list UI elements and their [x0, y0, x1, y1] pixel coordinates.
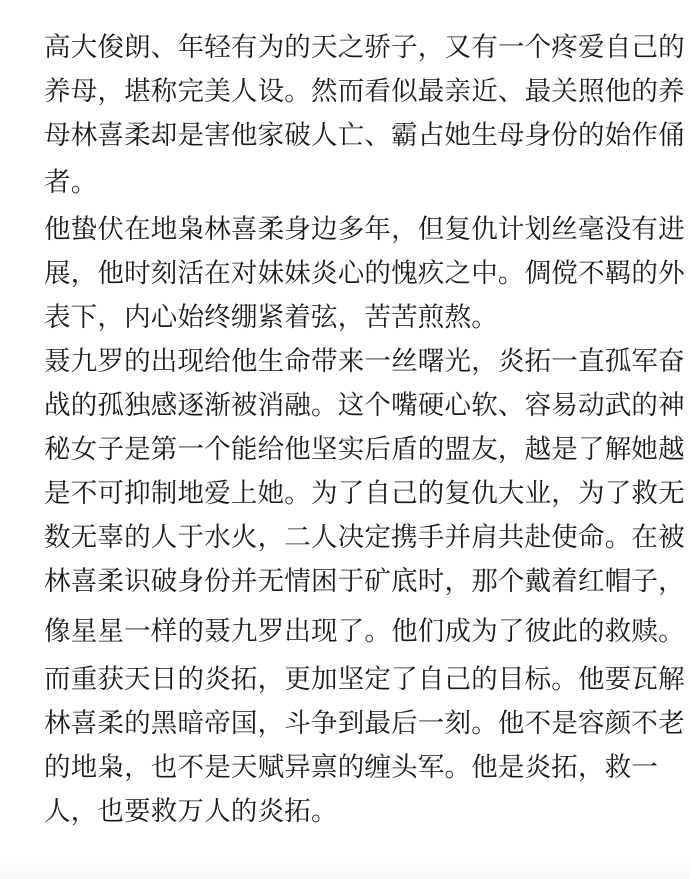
article-body [44, 26, 685, 878]
text-line: 林喜柔识破身份并无情困于矿底时，那个戴着红帽子， [44, 566, 685, 597]
text-line: 养母，堪称完美人设。然而看似最亲近、最关照他的养 [44, 76, 685, 107]
text-line: 母林喜柔却是害他家破人亡、霸占她生母身份的始作俑 [44, 120, 685, 151]
text-line: 聂九罗的出现给他生命带来一丝曙光，炎拓一直孤军奋 [44, 346, 685, 377]
text-line: 高大俊朗、年轻有为的天之骄子，又有一个疼爱自己的 [44, 32, 685, 63]
text-line: 林喜柔的黑暗帝国，斗争到最后一刻。他不是容颜不老 [44, 708, 685, 739]
text-line: 者。 [44, 167, 98, 198]
bottom-shadow [0, 859, 690, 879]
text-line: 像星星一样的聂九罗出现了。他们成为了彼此的救赎。 [44, 616, 685, 647]
text-line: 是不可抑制地爱上她。为了自己的复仇大业，为了救无 [44, 478, 685, 509]
text-line: 表下，内心始终绷紧着弦，苦苦煎熬。 [44, 302, 498, 333]
text-line: 数无辜的人于水火，二人决定携手并肩共赴使命。在被 [44, 522, 685, 553]
text-line: 展，他时刻活在对妹妹炎心的愧疚之中。倜傥不羁的外 [44, 258, 685, 289]
text-line: 战的孤独感逐渐被消融。这个嘴硬心软、容易动武的神 [44, 390, 685, 421]
paragraph-3 [44, 340, 685, 878]
text-line: 他蛰伏在地枭林喜柔身边多年，但复仇计划丝毫没有进 [44, 214, 685, 245]
text-line: 人，也要救万人的炎拓。 [44, 796, 338, 827]
paragraph-2 [44, 208, 685, 340]
paragraph-1 [44, 26, 685, 208]
text-line: 秘女子是第一个能给他坚实后盾的盟友，越是了解她越 [44, 434, 685, 465]
text-line: 而重获天日的炎拓，更加坚定了自己的目标。他要瓦解 [44, 664, 685, 695]
text-line: 的地枭，也不是天赋异禀的缠头军。他是炎拓，救一 [44, 752, 659, 783]
